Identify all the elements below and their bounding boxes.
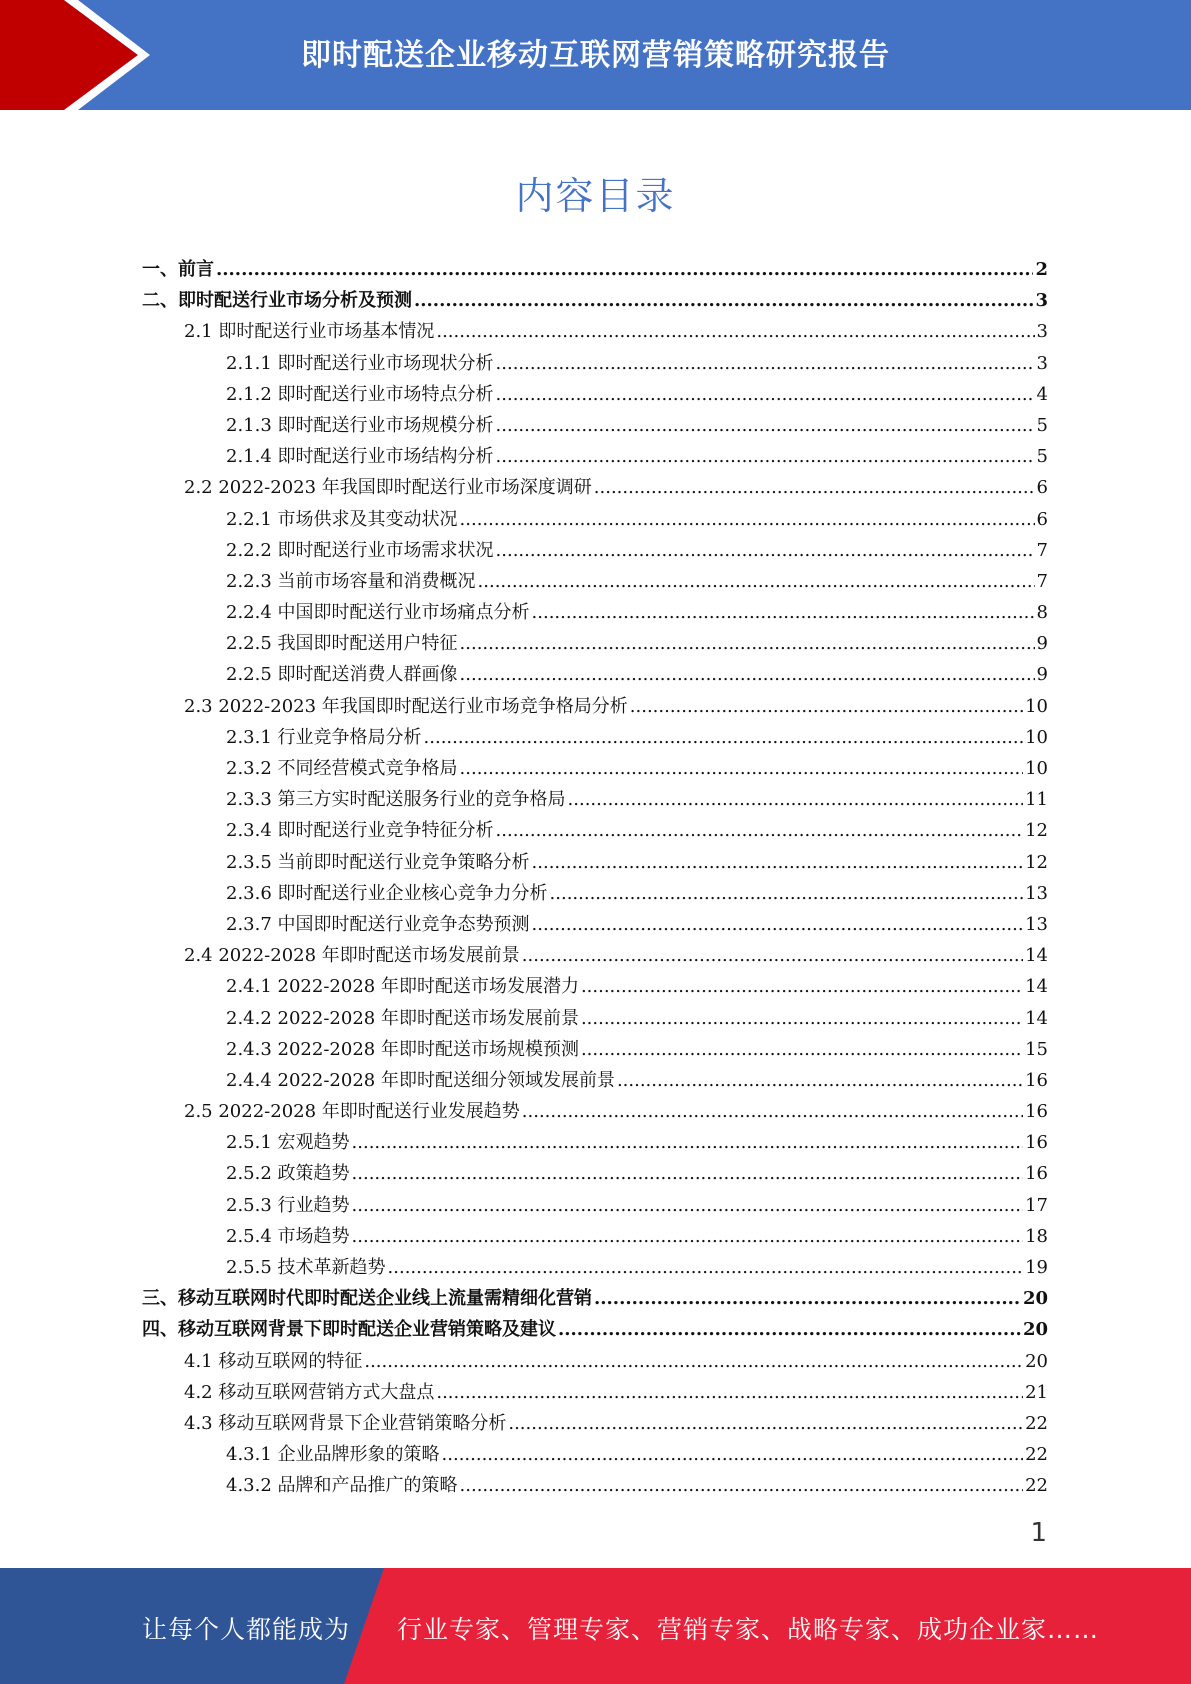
toc-dot-leader xyxy=(442,1439,1024,1470)
toc-entry[interactable] xyxy=(142,597,1048,628)
toc-entry[interactable] xyxy=(142,441,1048,472)
toc-entry-page: 20 xyxy=(1022,1288,1048,1310)
toc-entry-label: 三、移动互联网时代即时配送企业线上流量需精细化营销 xyxy=(142,1288,592,1310)
toc-entry-page: 22 xyxy=(1025,1475,1048,1497)
toc-entry[interactable] xyxy=(142,847,1048,878)
toc-dot-leader xyxy=(424,722,1024,753)
toc-entry[interactable] xyxy=(142,285,1048,316)
toc-entry[interactable] xyxy=(142,1221,1048,1252)
toc-entry-label: 2.1 即时配送行业市场基本情况 xyxy=(184,321,435,343)
toc-entry-page: 6 xyxy=(1036,508,1048,530)
toc-entry-page: 14 xyxy=(1025,1007,1048,1029)
toc-entry-label: 2.5.2 政策趋势 xyxy=(226,1163,350,1185)
toc-entry-page: 3 xyxy=(1036,321,1048,343)
toc-entry[interactable] xyxy=(142,878,1048,909)
toc-entry[interactable] xyxy=(142,254,1048,285)
toc-dot-leader xyxy=(478,566,1035,597)
toc-entry-page: 7 xyxy=(1036,570,1048,592)
toc-entry[interactable] xyxy=(142,1252,1048,1283)
toc-entry-label: 2.1.3 即时配送行业市场规模分析 xyxy=(226,414,494,436)
toc-dot-leader xyxy=(496,379,1035,410)
toc-entry[interactable] xyxy=(142,722,1048,753)
toc-dot-leader xyxy=(594,472,1035,503)
toc-entry-label: 2.3.4 即时配送行业竞争特征分析 xyxy=(226,820,494,842)
toc-entry-page: 16 xyxy=(1025,1101,1048,1123)
toc-entry[interactable] xyxy=(142,1283,1048,1314)
toc-entry-page: 22 xyxy=(1025,1444,1048,1466)
toc-entry-page: 16 xyxy=(1025,1069,1048,1091)
toc-dot-leader xyxy=(216,254,1033,285)
toc-entry-label: 2.4.2 2022-2028 年即时配送市场发展前景 xyxy=(226,1007,579,1029)
toc-entry-label: 2.4 2022-2028 年即时配送市场发展前景 xyxy=(184,945,520,967)
report-title: 即时配送企业移动互联网营销策略研究报告 xyxy=(301,38,890,73)
toc-entry-page: 10 xyxy=(1025,726,1048,748)
toc-dot-leader xyxy=(558,1314,1021,1345)
toc-entry[interactable] xyxy=(142,691,1048,722)
toc-entry-label: 2.1.2 即时配送行业市场特点分析 xyxy=(226,383,494,405)
toc-entry-label: 2.4.3 2022-2028 年即时配送市场规模预测 xyxy=(226,1038,579,1060)
toc-entry-page: 2 xyxy=(1035,259,1048,280)
toc-entry[interactable] xyxy=(142,1314,1048,1345)
toc-entry-label: 四、移动互联网背景下即时配送企业营销策略及建议 xyxy=(142,1319,556,1341)
toc-entry-label: 2.3.6 即时配送行业企业核心竞争力分析 xyxy=(226,882,548,904)
toc-entry-page: 21 xyxy=(1025,1381,1048,1403)
toc-entry-page: 14 xyxy=(1025,945,1048,967)
toc-entry-page: 22 xyxy=(1025,1412,1048,1434)
toc-entry-page: 4 xyxy=(1036,383,1048,405)
toc-dot-leader xyxy=(522,940,1023,971)
toc-entry[interactable] xyxy=(142,379,1048,410)
toc-entry-page: 20 xyxy=(1025,1350,1048,1372)
toc-entry-label: 2.3.5 当前即时配送行业竞争策略分析 xyxy=(226,851,530,873)
toc-dot-leader xyxy=(352,1127,1024,1158)
toc-entry[interactable] xyxy=(142,316,1048,347)
toc-entry-page: 16 xyxy=(1025,1132,1048,1154)
toc-entry[interactable] xyxy=(142,1003,1048,1034)
toc-entry-page: 9 xyxy=(1036,633,1048,655)
toc-entry-page: 7 xyxy=(1036,539,1048,561)
toc-dot-leader xyxy=(460,753,1024,784)
toc-entry-label: 2.3.2 不同经营模式竞争格局 xyxy=(226,758,458,779)
toc-dot-leader xyxy=(460,1470,1024,1501)
toc-entry[interactable] xyxy=(142,504,1048,535)
toc-entry-page: 6 xyxy=(1036,477,1048,499)
toc-entry-label: 2.1.1 即时配送行业市场现状分析 xyxy=(226,352,494,374)
toc-entry-page: 13 xyxy=(1025,882,1048,904)
page-number: 1 xyxy=(1030,1518,1047,1548)
toc-entry[interactable] xyxy=(142,1034,1048,1065)
toc-entry-label: 2.2.3 当前市场容量和消费概况 xyxy=(226,570,476,592)
toc-entry-page: 8 xyxy=(1036,602,1048,624)
toc-dot-leader xyxy=(532,847,1024,878)
toc-entry-page: 15 xyxy=(1025,1038,1048,1060)
toc-entry[interactable] xyxy=(142,815,1048,846)
toc-entry-label: 2.1.4 即时配送行业市场结构分析 xyxy=(226,446,494,468)
toc-dot-leader xyxy=(496,535,1035,566)
toc-entry[interactable] xyxy=(142,628,1048,659)
toc-entry-page: 11 xyxy=(1025,789,1048,811)
toc-dot-leader xyxy=(414,285,1033,316)
toc-dot-leader xyxy=(496,348,1035,379)
toc-entry[interactable] xyxy=(142,1439,1048,1470)
toc-dot-leader xyxy=(617,1065,1023,1096)
toc-dot-leader xyxy=(460,659,1035,690)
toc-dot-leader xyxy=(581,1034,1023,1065)
toc-entry[interactable] xyxy=(142,535,1048,566)
toc-dot-leader xyxy=(594,1283,1021,1314)
toc-dot-leader xyxy=(388,1252,1024,1283)
toc-dot-leader xyxy=(522,1096,1023,1127)
toc-entry-label: 2.2.1 市场供求及其变动状况 xyxy=(226,508,458,530)
toc-entry[interactable] xyxy=(142,1127,1048,1158)
footer-slogan-right: 行业专家、管理专家、营销专家、战略专家、成功企业家…… xyxy=(397,1615,1100,1644)
toc-heading: 内容目录 xyxy=(515,174,676,218)
toc-dot-leader xyxy=(496,410,1035,441)
toc-dot-leader xyxy=(352,1221,1024,1252)
toc-entry[interactable] xyxy=(142,1096,1048,1127)
toc-entry-label: 2.4.4 2022-2028 年即时配送细分领域发展前景 xyxy=(226,1069,615,1091)
footer-slogan-left: 让每个人都能成为 xyxy=(142,1615,351,1644)
toc-entry[interactable] xyxy=(142,472,1048,503)
toc-entry-page: 5 xyxy=(1036,414,1048,436)
toc-entry-label: 2.2.4 中国即时配送行业市场痛点分析 xyxy=(226,602,530,624)
toc-entry[interactable] xyxy=(142,1470,1048,1501)
page-footer xyxy=(0,1568,1191,1684)
toc-entry-label: 2.3.3 第三方实时配送服务行业的竞争格局 xyxy=(226,789,566,811)
toc-entry-page: 3 xyxy=(1035,290,1048,312)
toc-dot-leader xyxy=(568,784,1024,815)
toc-entry-label: 2.5.1 宏观趋势 xyxy=(226,1132,350,1154)
toc-entry-label: 2.2.2 即时配送行业市场需求状况 xyxy=(226,539,494,561)
toc-entry[interactable] xyxy=(142,909,1048,940)
toc-entry-label: 4.2 移动互联网营销方式大盘点 xyxy=(184,1381,435,1403)
toc-entry[interactable] xyxy=(142,940,1048,971)
toc-dot-leader xyxy=(364,1346,1023,1377)
toc-entry-page: 3 xyxy=(1036,352,1048,374)
toc-entry-label: 4.3.1 企业品牌形象的策略 xyxy=(226,1444,440,1466)
toc-dot-leader xyxy=(508,1408,1023,1439)
toc-entry-label: 2.5 2022-2028 年即时配送行业发展趋势 xyxy=(184,1101,520,1123)
toc-entry[interactable] xyxy=(142,1158,1048,1189)
toc-dot-leader xyxy=(581,971,1023,1002)
toc-dot-leader xyxy=(532,597,1035,628)
toc-entry-label: 2.5.5 技术革新趋势 xyxy=(226,1257,386,1278)
toc-entry-label: 一、前言 xyxy=(142,259,214,280)
toc-dot-leader xyxy=(352,1190,1024,1221)
toc-entry-label: 2.5.4 市场趋势 xyxy=(226,1225,350,1247)
toc-entry-label: 4.3.2 品牌和产品推广的策略 xyxy=(226,1475,458,1497)
toc-entry[interactable] xyxy=(142,784,1048,815)
toc-entry-label: 2.5.3 行业趋势 xyxy=(226,1194,350,1216)
toc-dot-leader xyxy=(460,628,1035,659)
toc-entry-label: 2.3.1 行业竞争格局分析 xyxy=(226,726,422,748)
toc-entry-label: 2.3 2022-2023 年我国即时配送行业市场竞争格局分析 xyxy=(184,695,628,717)
toc-entry-label: 2.4.1 2022-2028 年即时配送市场发展潜力 xyxy=(226,976,579,998)
toc-entry-page: 16 xyxy=(1025,1163,1048,1185)
toc-dot-leader xyxy=(630,691,1023,722)
toc-entry-page: 10 xyxy=(1025,758,1048,779)
toc-dot-leader xyxy=(496,815,1024,846)
toc-dot-leader xyxy=(436,316,1034,347)
toc-entry-page: 12 xyxy=(1025,820,1048,842)
toc-entry-page: 9 xyxy=(1036,664,1048,686)
toc-entry[interactable] xyxy=(142,1408,1048,1439)
toc-entry[interactable] xyxy=(142,1190,1048,1221)
toc-dot-leader xyxy=(436,1377,1023,1408)
toc-entry-label: 二、即时配送行业市场分析及预测 xyxy=(142,290,412,312)
toc-entry[interactable] xyxy=(142,410,1048,441)
toc-entry-label: 2.2.5 我国即时配送用户特征 xyxy=(226,633,458,655)
toc-entry[interactable] xyxy=(142,566,1048,597)
toc-entry[interactable] xyxy=(142,1377,1048,1408)
toc-dot-leader xyxy=(550,878,1024,909)
table-of-contents xyxy=(142,254,1048,1502)
toc-entry-page: 20 xyxy=(1022,1319,1048,1341)
toc-entry-page: 19 xyxy=(1025,1257,1048,1278)
toc-dot-leader xyxy=(581,1003,1023,1034)
toc-entry-label: 4.3 移动互联网背景下企业营销策略分析 xyxy=(184,1412,507,1434)
toc-entry[interactable] xyxy=(142,971,1048,1002)
toc-entry-page: 14 xyxy=(1025,976,1048,998)
toc-entry-label: 2.2.5 即时配送消费人群画像 xyxy=(226,664,458,686)
toc-entry[interactable] xyxy=(142,659,1048,690)
toc-dot-leader xyxy=(460,504,1035,535)
toc-entry-page: 12 xyxy=(1025,851,1048,873)
toc-entry[interactable] xyxy=(142,1346,1048,1377)
toc-entry-page: 17 xyxy=(1025,1194,1048,1216)
toc-entry[interactable] xyxy=(142,1065,1048,1096)
toc-entry-page: 5 xyxy=(1036,446,1048,468)
toc-entry-page: 10 xyxy=(1025,695,1048,717)
toc-dot-leader xyxy=(352,1158,1024,1189)
toc-entry[interactable] xyxy=(142,348,1048,379)
toc-entry-page: 13 xyxy=(1025,913,1048,935)
toc-dot-leader xyxy=(532,909,1024,940)
toc-entry-label: 4.1 移动互联网的特征 xyxy=(184,1350,363,1372)
toc-dot-leader xyxy=(496,441,1035,472)
toc-entry-label: 2.2 2022-2023 年我国即时配送行业市场深度调研 xyxy=(184,477,592,499)
toc-entry-page: 18 xyxy=(1025,1225,1048,1247)
page-header xyxy=(0,0,1191,110)
toc-entry-label: 2.3.7 中国即时配送行业竞争态势预测 xyxy=(226,913,530,935)
toc-entry[interactable] xyxy=(142,753,1048,784)
